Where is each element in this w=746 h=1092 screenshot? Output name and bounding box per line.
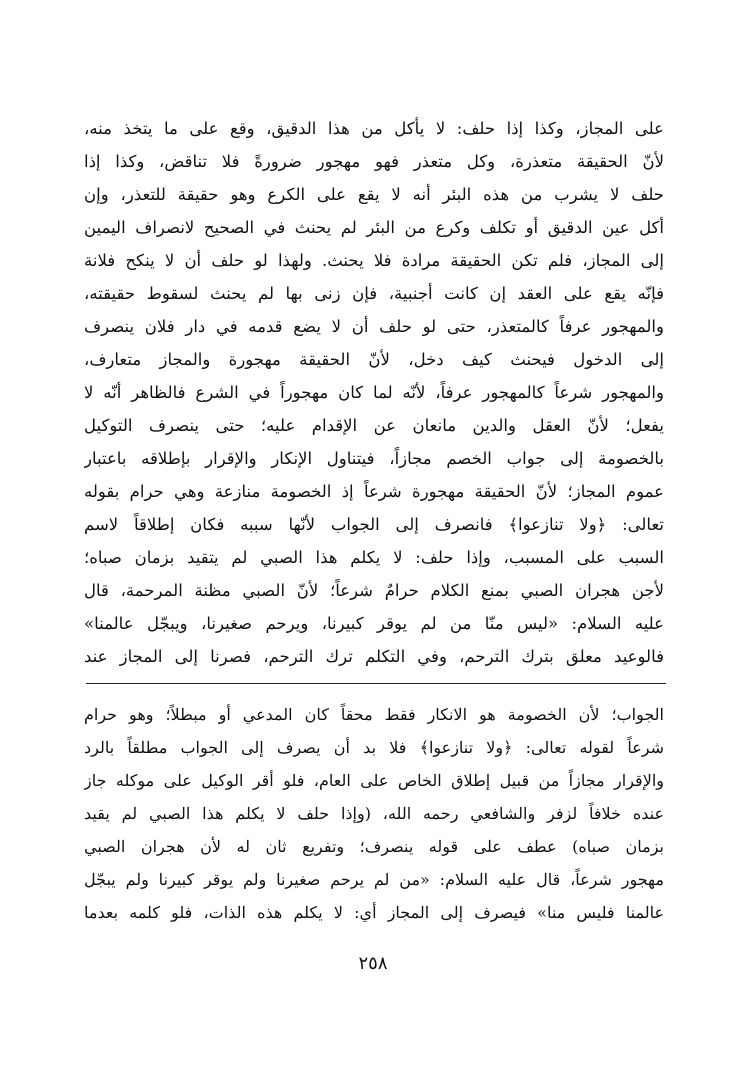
main-text-line: فإنّه يقع على العقد إن كانت أجنبية، فإن زنى بها لم يحنث لسقوط حقيقته، — [84, 284, 664, 303]
footnote-line: بزمان صباه) عطف على قوله ينصرف؛ وتفريع ثان له لأن هجران الصبي — [84, 837, 664, 856]
main-text-line: والمهجور شرعاً كالمهجور عرفاً، لأنّه لما كان مهجوراً في الشرع فالظاهر أنّه لا — [84, 383, 664, 402]
main-text-line: والمهجور عرفاً كالمتعذر، حتى لو حلف أن لا يضع قدمه في دار فلان ينصرف — [84, 317, 664, 336]
main-text-line: أكل عين الدقيق أو تكلف وكرع من البئر لم يحنث في الصحيح لانصراف اليمين — [84, 218, 664, 237]
main-text-line: عليه السلام: «ليس منّا من لم يوقر كبيرنا، ويرحم صغيرنا، ويبجّل عالمنا» — [84, 614, 664, 633]
footnote-block — [84, 698, 664, 929]
footnote-line: مهجور شرعاً، قال عليه السلام: «من لم يرحم صغيرنا ولم يوقر كبيرنا ولم يبجّل — [84, 870, 664, 889]
main-text-line: بالخصومة إلى جواب الخصم مجازاً، فيتناول الإنكار والإقرار بإطلاقه باعتبار — [84, 449, 664, 468]
footnote-line: شرعاً لقوله تعالى: ﴿ولا تنازعوا﴾ فلا بد أن يصرف إلى الجواب مطلقاً بالرد — [84, 738, 664, 757]
main-text-line: لأنّ الحقيقة متعذرة، وكل متعذر فهو مهجور ضرورةً فلا تناقض، وكذا إذا — [84, 152, 664, 171]
footnote-line: والإقرار مجازاً من قبيل إطلاق الخاص على العام، فلو أقر الوكيل على موكله جاز — [84, 771, 664, 790]
main-text-line: السبب على المسبب، وإذا حلف: لا يكلم هذا الصبي لم يتقيد بزمان صباه؛ — [84, 548, 664, 567]
main-text-line: تعالى: ﴿ولا تنازعوا﴾ فانصرف إلى الجواب لأنّها سببه فكان إطلاقاً لاسم — [84, 515, 664, 534]
footnote-separator — [86, 683, 666, 684]
main-text-line: إلى الدخول فيحنث كيف دخل، لأنّ الحقيقة مهجورة والمجاز متعارف، — [84, 350, 664, 369]
main-text-line: إلى المجاز، فلم تكن الحقيقة مرادة فلا يحنث. ولهذا لو حلف أن لا ينكح فلانة — [84, 251, 664, 270]
footnote-line: عالمنا فليس منا» فيصرف إلى المجاز أي: لا يكلم هذه الذات، فلو كلمه بعدما — [84, 903, 664, 922]
page-number: ٢٥٨ — [358, 953, 388, 974]
main-text-line: فالوعيد معلق بترك الترحم، وفي التكلم ترك الترحم، فصرنا إلى المجاز عند — [84, 647, 664, 666]
main-text-line: عموم المجاز؛ لأنّ الحقيقة مهجورة شرعاً إذ الخصومة منازعة وهي حرام بقوله — [84, 482, 664, 501]
footnote-line: عنده خلافاً لزفر والشافعي رحمه الله، (وإذا حلف لا يكلم هذا الصبي لم يقيد — [84, 804, 664, 823]
main-text-line: حلف لا يشرب من هذه البئر أنه لا يقع على الكرع وهو حقيقة للتعذر، وإن — [84, 185, 664, 204]
main-text-line: على المجاز، وكذا إذا حلف: لا يأكل من هذا الدقيق، وقع على ما يتخذ منه، — [84, 119, 664, 138]
main-text-line: لأجن هجران الصبي بمنع الكلام حرامٌ شرعاً؛ لأنّ الصبي مظنة المرحمة، قال — [84, 581, 664, 600]
main-text-block — [84, 112, 664, 673]
main-text-line: يفعل؛ لأنّ العقل والدين مانعان عن الإقدام عليه؛ حتى ينصرف التوكيل — [84, 416, 664, 435]
footnote-line: الجواب؛ لأن الخصومة هو الانكار فقط محقاً كان المدعي أو مبطلاً؛ وهو حرام — [84, 705, 664, 724]
